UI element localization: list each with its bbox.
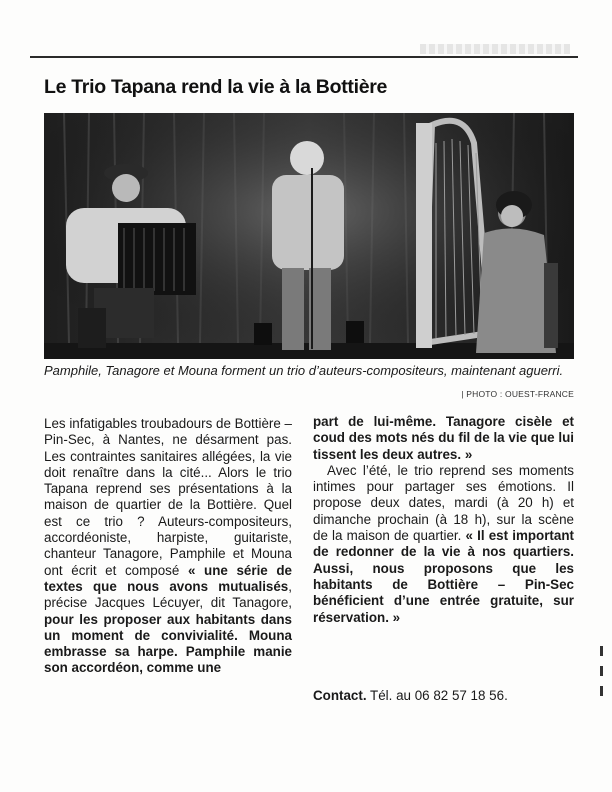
article-photo [44, 113, 574, 359]
bleed-through-text [420, 44, 570, 54]
quote-run: pour les proposer aux habitants dans un moment de convivialité. Mouna embrasse sa harpe. Pamphile manie son accordéon, comme une [44, 611, 292, 676]
photo-credit: | PHOTO : OUEST-FRANCE [461, 389, 574, 399]
article-column-right [313, 414, 574, 626]
text-run: Les infatigables troubadours de Bottière – Pin-Sec, à Nantes, ne désarment pas. Les contraintes sanitaires allégées, la vie doit renaître dans la cité... Alors le trio Tapana reprend ses présentations à la maison de quartier de la Bottière. Quel est ce trio ? Auteurs-compositeurs, accordéoniste, harpiste, guitariste, chanteur Tanagore, Pamphile et Mouna ont écrit et composé [44, 416, 292, 578]
article-paragraph [44, 416, 292, 677]
adjacent-article-edge [598, 640, 606, 730]
article-headline: Le Trio Tapana rend la vie à la Bottière [44, 76, 388, 98]
photo-caption: Pamphile, Tanagore et Mouna forment un trio d’auteurs-compositeurs, maintenant aguerri. [44, 363, 564, 378]
article-paragraph [313, 414, 574, 463]
article-paragraph [313, 463, 574, 626]
top-rule [30, 56, 578, 58]
stage-performance-photo [44, 113, 574, 359]
contact-phone: Tél. au 06 82 57 18 56. [366, 688, 508, 703]
contact-label: Contact. [313, 688, 367, 703]
quote-run: part de lui-même. Tanagore cisèle et coud des mots nés du fil de la vie que lui tissent les deux autres. » [313, 414, 574, 462]
article-column-left [44, 416, 292, 677]
text-run: , précise Jacques Lécuyer, dit Tanagore, [44, 578, 292, 611]
text-run: Avec l’été, le trio reprend ses moments intimes pour partager ses émotions. Il propose deux dates, mardi (à 20 h) et dimanche prochain (à 18 h), sur la scène de la maison de quartier. [313, 462, 574, 544]
quote-run: « Il est important de redonner de la vie à nos quartiers. Aussi, nous proposons que les habitants de Bottière – Pin-Sec bénéficient d’une entrée gratuite, sur réservation. » [313, 528, 574, 625]
contact-line [313, 688, 508, 703]
quote-run: « une série de textes que nous avons mutualisés [44, 562, 292, 594]
